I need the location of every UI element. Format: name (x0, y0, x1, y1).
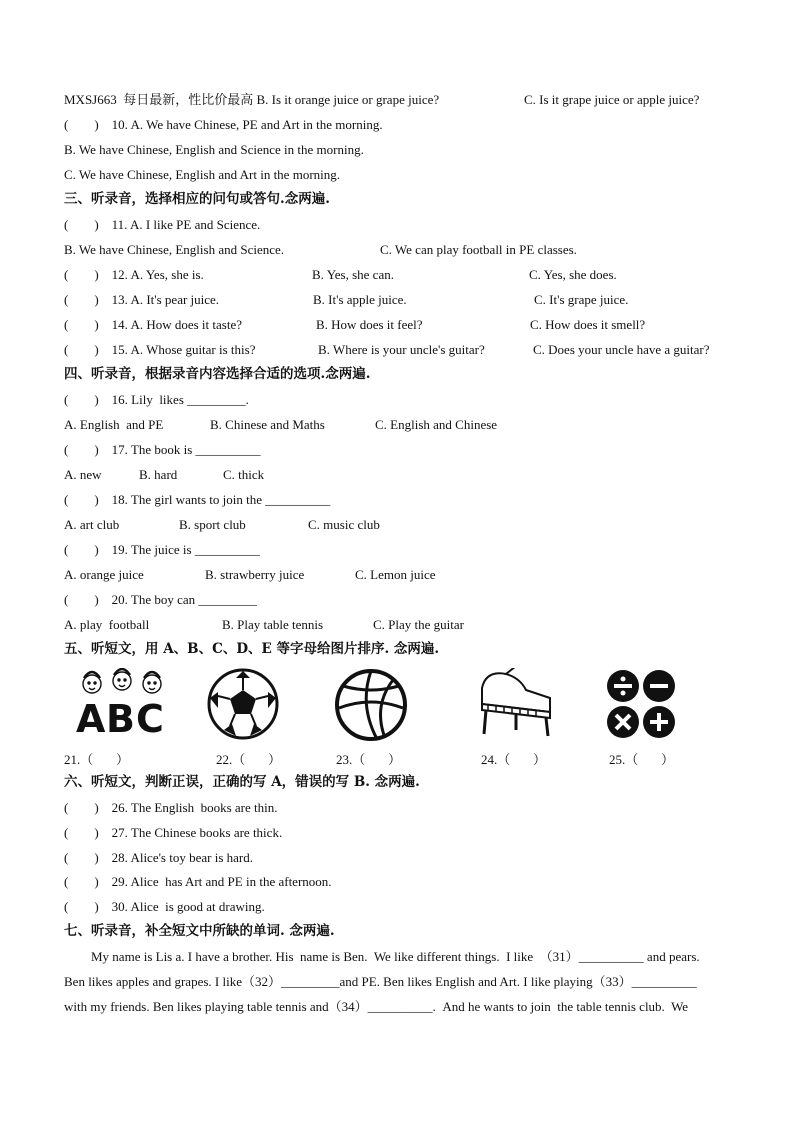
q19-option-a: A. orange juice (64, 567, 144, 582)
q27: ( ) 27. The Chinese books are thick. (64, 825, 283, 840)
q9-option-c: C. Is it grape juice or apple juice? (524, 92, 700, 107)
q15-option-b: B. Where is your uncle's guitar? (318, 342, 485, 357)
q14-option-a: ( ) 14. A. How does it taste? (64, 317, 243, 332)
abc-kids-picture (74, 668, 170, 738)
q20-option-c: C. Play the guitar (373, 617, 464, 632)
passage-line-2: Ben likes apples and grapes. I like（32）_________and PE. Ben likes English and Art. I like playing（33）__________ (64, 974, 697, 989)
q19-option-c: C. Lemon juice (355, 567, 436, 582)
q11-option-b: B. We have Chinese, English and Science. (64, 242, 285, 257)
q15-option-a: ( ) 15. A. Whose guitar is this? (64, 342, 256, 357)
q11-stem: ( ) 11. A. I like PE and Science. (64, 217, 261, 232)
q10-option-c: C. We have Chinese, English and Art in the morning. (64, 167, 341, 182)
q14-option-b: B. How does it feel? (316, 317, 423, 332)
q16-option-a: A. English and PE (64, 417, 164, 432)
football-picture (206, 668, 280, 740)
q9-option-b: MXSJ663 每日最新，性比价最高 B. Is it orange juice or grape juice? (64, 92, 440, 107)
q18-stem: ( ) 18. The girl wants to join the __________ (64, 492, 331, 507)
piano-picture (476, 668, 556, 740)
q13-option-b: B. It's apple juice. (313, 292, 407, 307)
math-symbols-picture (604, 668, 678, 740)
q20-option-b: B. Play table tennis (222, 617, 324, 632)
q18-option-a: A. art club (64, 517, 120, 532)
q20-stem: ( ) 20. The boy can _________ (64, 592, 257, 607)
q14-option-c: C. How does it smell? (530, 317, 646, 332)
section-6-title: 六、听短文，判断正误，正确的写 A，错误的写 B. 念两遍. (64, 774, 420, 790)
q29: ( ) 29. Alice has Art and PE in the afternoon. (64, 874, 332, 889)
q17-option-c: C. thick (223, 467, 265, 482)
abc-letter-b: B (106, 697, 135, 738)
q20-option-a: A. play football (64, 617, 150, 632)
section-4-title: 四、听录音，根据录音内容选择合适的选项.念两遍. (64, 366, 371, 382)
q13-option-a: ( ) 13. A. It's pear juice. (64, 292, 220, 307)
q28: ( ) 28. Alice's toy bear is hard. (64, 850, 253, 865)
section-5-title: 五、听短文，用 A、B、C、D、E 等字母给图片排序. 念两遍. (64, 641, 440, 657)
q23-answer-slot[interactable]: 23.（ ） (336, 752, 402, 767)
q10-stem: ( ) 10. A. We have Chinese, PE and Art in the morning. (64, 117, 383, 132)
q16-option-b: B. Chinese and Maths (210, 417, 325, 432)
q11-option-c: C. We can play football in PE classes. (380, 242, 577, 257)
q13-option-c: C. It's grape juice. (534, 292, 629, 307)
q12-option-c: C. Yes, she does. (529, 267, 617, 282)
q12-option-a: ( ) 12. A. Yes, she is. (64, 267, 204, 282)
q17-stem: ( ) 17. The book is __________ (64, 442, 261, 457)
q10-option-b: B. We have Chinese, English and Science in the morning. (64, 142, 364, 157)
q16-stem: ( ) 16. Lily likes _________. (64, 392, 249, 407)
q24-answer-slot[interactable]: 24.（ ） (481, 752, 547, 767)
q19-stem: ( ) 19. The juice is __________ (64, 542, 260, 557)
kid-head-icon (83, 669, 161, 693)
q17-option-b: B. hard (139, 467, 178, 482)
q16-option-c: C. English and Chinese (375, 417, 498, 432)
q15-option-c: C. Does your uncle have a guitar? (533, 342, 710, 357)
section-7-title: 七、听录音，补全短文中所缺的单词. 念两遍. (64, 923, 335, 939)
q17-option-a: A. new (64, 467, 102, 482)
q12-option-b: B. Yes, she can. (312, 267, 394, 282)
q22-answer-slot[interactable]: 22.（ ） (216, 752, 282, 767)
abc-letter-c: C (136, 697, 164, 738)
abc-letter-a: A (76, 697, 106, 738)
q26: ( ) 26. The English books are thin. (64, 800, 278, 815)
volleyball-picture (333, 668, 409, 742)
passage-line-1: My name is Lis a. I have a brother. His name is Ben. We like different things. I like （31）__________ and pears. (91, 949, 700, 964)
q18-option-b: B. sport club (179, 517, 246, 532)
section-3-title: 三、听录音，选择相应的问句或答句.念两遍. (64, 191, 330, 207)
q30: ( ) 30. Alice is good at drawing. (64, 899, 265, 914)
q21-answer-slot[interactable]: 21.（ ） (64, 752, 130, 767)
q19-option-b: B. strawberry juice (205, 567, 305, 582)
q25-answer-slot[interactable]: 25.（ ） (609, 752, 675, 767)
q18-option-c: C. music club (308, 517, 380, 532)
passage-line-3: with my friends. Ben likes playing table tennis and（34）__________. And he wants to join the table tennis club. We (64, 999, 689, 1014)
